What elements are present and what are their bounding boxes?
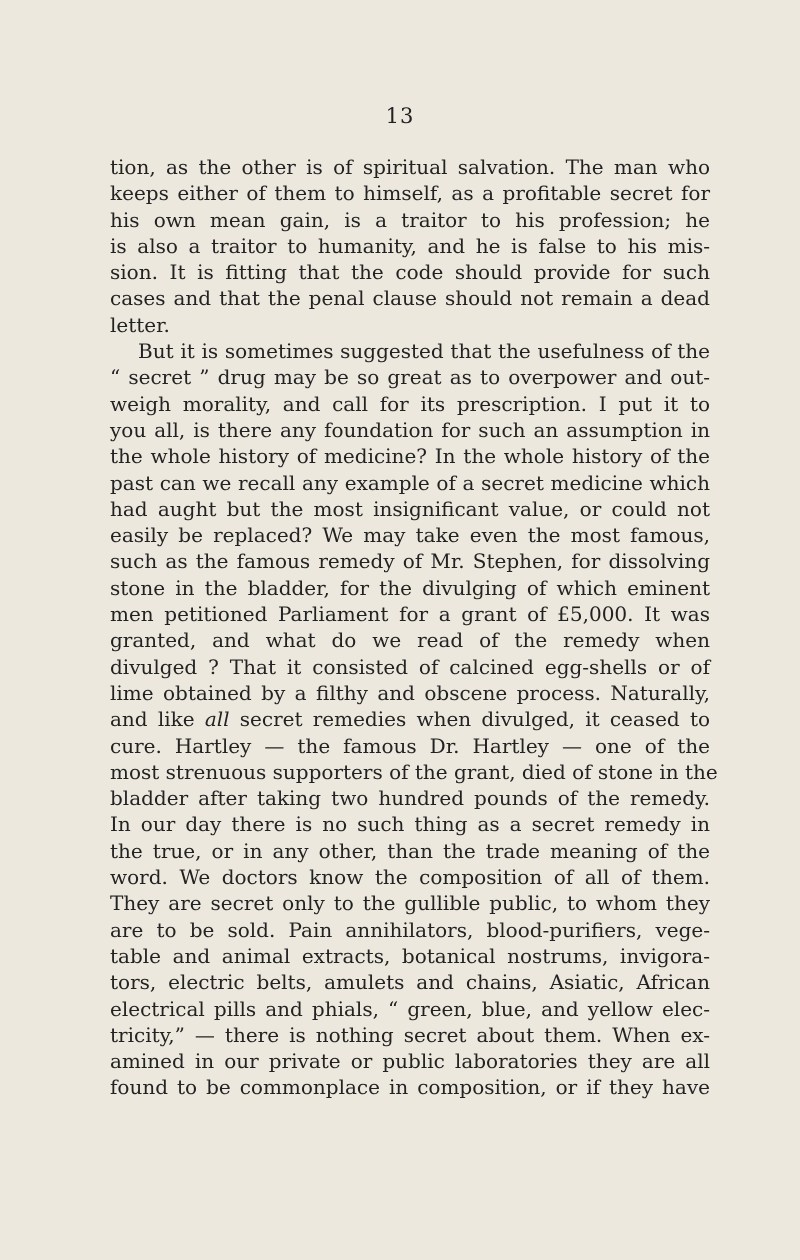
text-line: you all, is there any foundation for such an assumption in xyxy=(110,417,710,442)
text-line: his own mean gain, is a traitor to his profession; he xyxy=(110,207,710,232)
text-line: electrical pills and phials, “ green, blue, and yellow elec- xyxy=(110,996,710,1021)
text-line: keeps either of them to himself, as a profitable secret for xyxy=(110,181,710,206)
text-line: men petitioned Parliament for a grant of £5,000. It was xyxy=(110,602,710,627)
text-line: letter. xyxy=(110,312,170,337)
page-number: 13 xyxy=(385,104,415,128)
text-line: are to be sold. Pain annihilators, blood-purifiers, vege- xyxy=(110,917,710,942)
text-line-with-italic xyxy=(110,706,710,732)
text-line: lime obtained by a filthy and obscene process. Naturally, xyxy=(110,680,710,705)
italic-emphasis: all xyxy=(204,707,230,732)
text-line: cure. Hartley — the famous Dr. Hartley — one of the xyxy=(110,733,710,758)
text-segment: secret remedies when divulged, it ceased to xyxy=(239,707,711,732)
text-line: the whole history of medicine? In the whole history of the xyxy=(110,444,710,469)
text-line: tors, electric belts, amulets and chains, Asiatic, African xyxy=(110,970,710,995)
text-line: tion, as the other is of spiritual salvation. The man who xyxy=(110,155,710,179)
text-line: “ secret ” drug may be so great as to overpower and out- xyxy=(110,365,710,390)
text-line: easily be replaced? We may take even the most famous, xyxy=(110,523,710,548)
text-line: In our day there is no such thing as a secret remedy in xyxy=(110,812,710,837)
body-text xyxy=(110,154,718,1101)
text-line: such as the famous remedy of Mr. Stephen, for dissolving xyxy=(110,549,710,574)
text-line: amined in our private or public laboratories they are all xyxy=(110,1049,710,1074)
text-line: table and animal extracts, botanical nostrums, invigora- xyxy=(110,943,710,968)
text-line: cases and that the penal clause should not remain a dead xyxy=(110,286,710,311)
text-line: stone in the bladder, for the divulging of which eminent xyxy=(110,575,710,600)
text-line: the true, or in any other, than the trade meaning of the xyxy=(110,838,710,863)
text-line: word. We doctors know the composition of all of them. xyxy=(110,865,710,890)
text-line: sion. It is fitting that the code should provide for such xyxy=(110,260,710,285)
text-line: bladder after taking two hundred pounds of the remedy. xyxy=(110,786,710,811)
text-line: divulged ? That it consisted of calcined egg-shells or of xyxy=(110,654,710,679)
text-line: had aught but the most insignificant value, or could not xyxy=(110,496,710,521)
text-line: found to be commonplace in composition, or if they have xyxy=(110,1075,710,1100)
text-line: is also a traitor to humanity, and he is false to his mis- xyxy=(110,233,710,258)
text-segment: and like xyxy=(110,707,195,732)
text-line: granted, and what do we read of the remedy when xyxy=(110,628,710,653)
paragraph-start-line: But it is sometimes suggested that the usefulness of the xyxy=(138,339,710,364)
text-line: weigh morality, and call for its prescription. I put it to xyxy=(110,391,710,416)
text-line: past can we recall any example of a secret medicine which xyxy=(110,470,710,495)
text-line: tricity,” — there is nothing secret about them. When ex- xyxy=(110,1022,710,1047)
text-line: They are secret only to the gullible public, to whom they xyxy=(110,891,710,916)
text-line: most strenuous supporters of the grant, died of stone in the xyxy=(110,759,718,784)
